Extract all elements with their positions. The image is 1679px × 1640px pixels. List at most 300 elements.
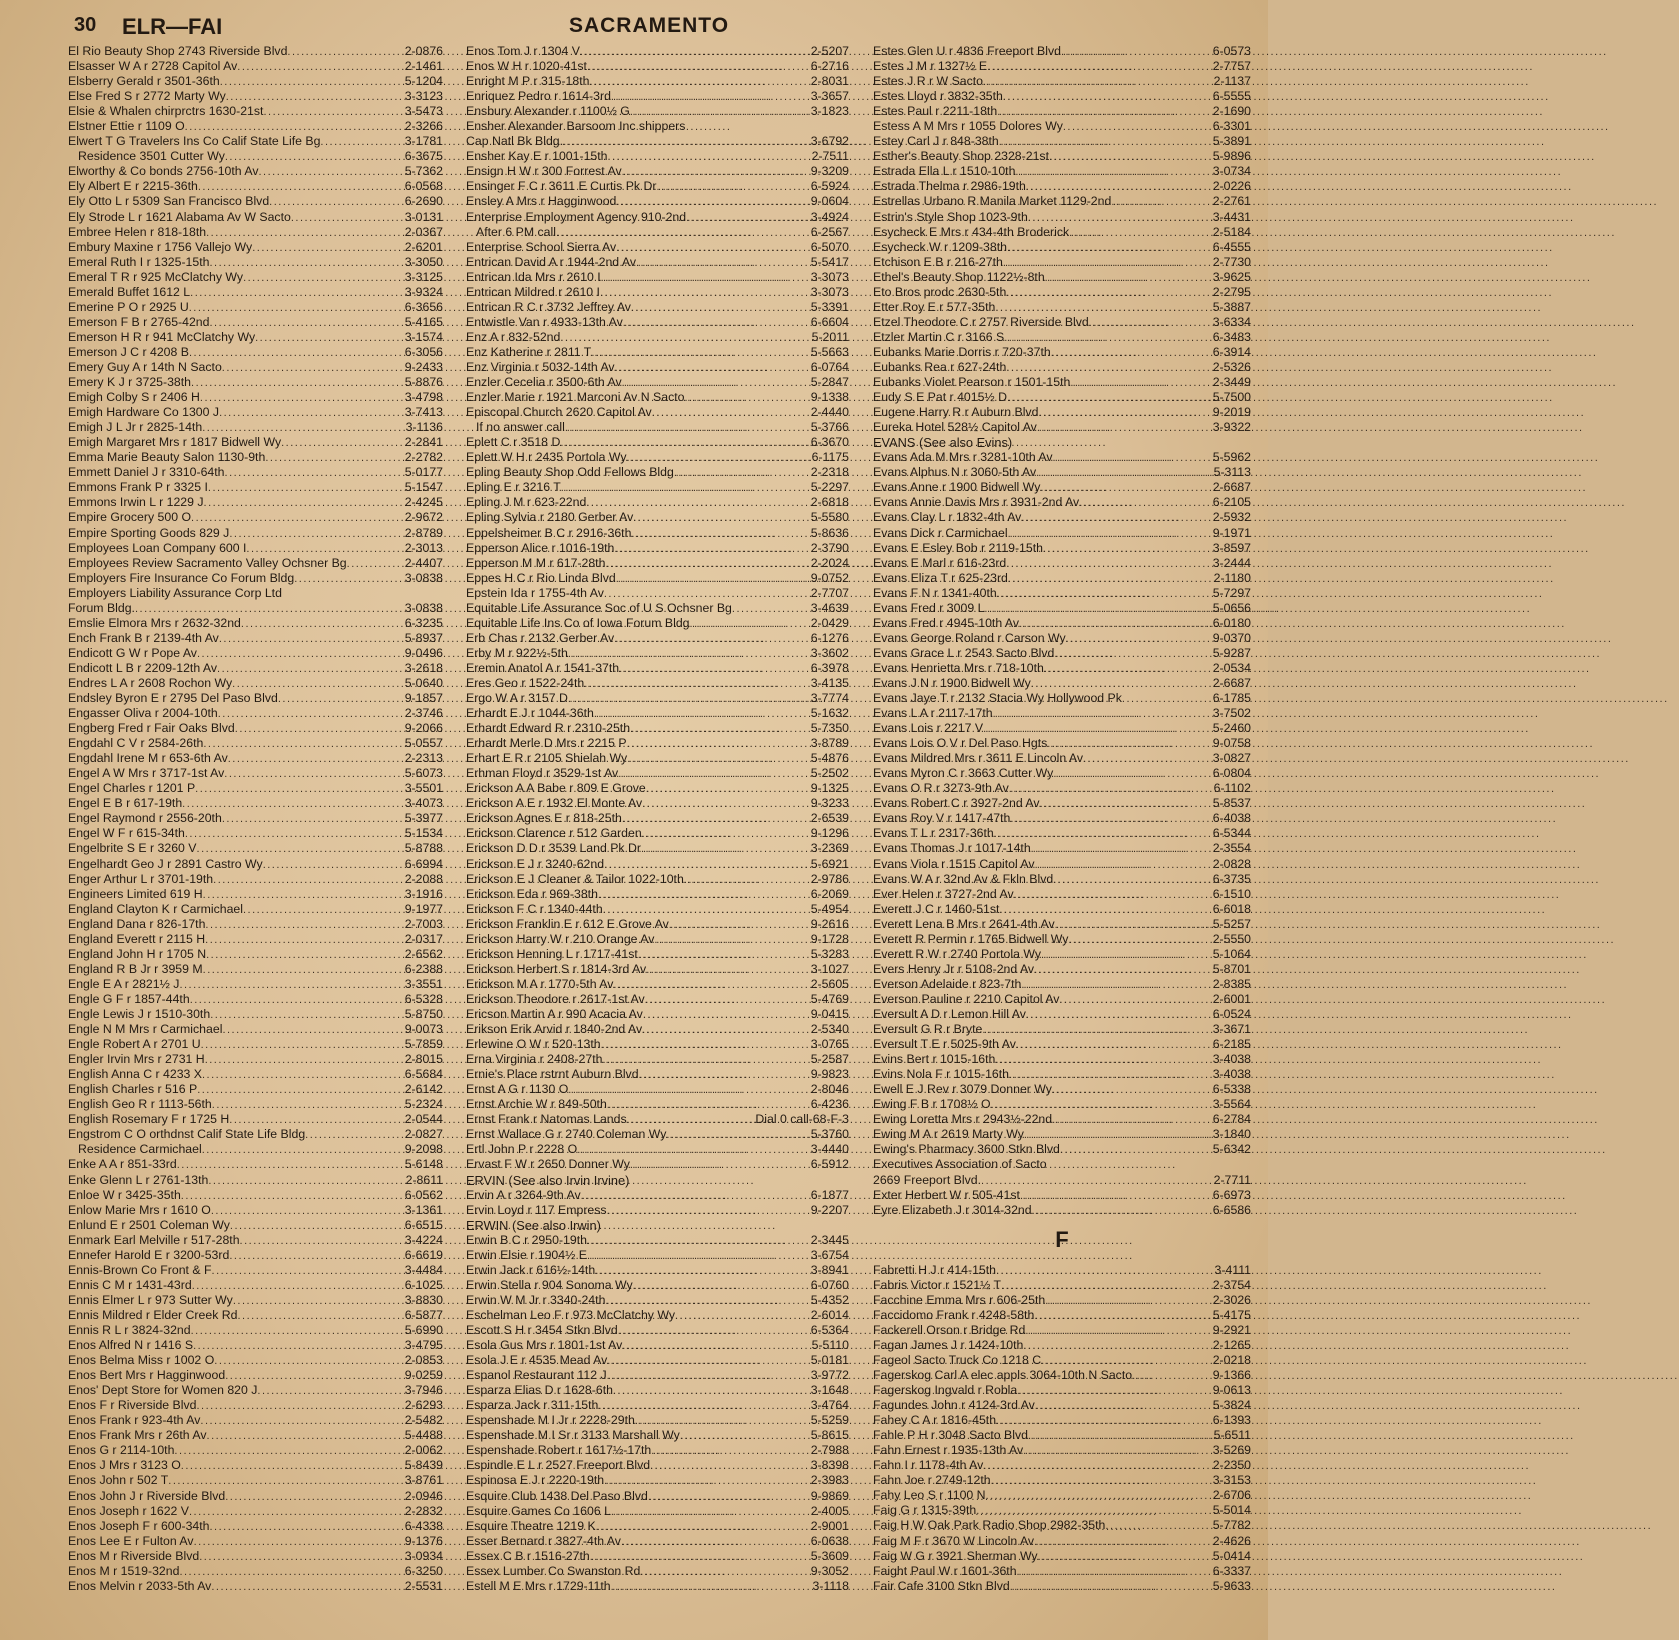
listing-entry — [68, 556, 443, 571]
listing-name: Entrican R C r 3732 Jeffrey Av — [466, 299, 631, 314]
leader-dots — [1044, 662, 1212, 677]
listing-phone: 5-6921 — [810, 856, 849, 871]
listing-name: Evans Ada M Mrs r 3281-10th Av — [873, 450, 1053, 465]
listing-phone: 2-5482 — [404, 1413, 443, 1428]
leader-dots — [228, 752, 404, 767]
listing-name: England Clayton K r Carmichael — [68, 901, 243, 916]
listing-name: Episcopal Church 2620 Capitol Av — [466, 405, 652, 420]
listing-name: Faig W G r 3921 Sherman Wy — [873, 1548, 1038, 1563]
listing-name: El Rio Beauty Shop 2743 Riverside Blvd — [68, 44, 288, 58]
listing-entry — [466, 1383, 849, 1398]
leader-dots — [246, 542, 403, 557]
listing-entry — [68, 781, 443, 796]
listing-entry — [68, 210, 443, 225]
listing-phone: 3-3551 — [404, 976, 443, 991]
listing-phone: 3-4764 — [810, 1398, 849, 1413]
listing-entry — [873, 706, 1251, 721]
listing-entry — [873, 1488, 1251, 1503]
listing-entry — [466, 766, 849, 781]
listing-phone: 2-2318 — [810, 465, 849, 480]
leader-dots — [568, 1083, 809, 1098]
listing-entry — [873, 872, 1251, 887]
leader-dots — [1016, 1038, 1212, 1053]
listing-entry — [68, 1428, 443, 1443]
listing-phone: 2-0367 — [404, 224, 443, 239]
listing-entry — [68, 194, 443, 209]
listing-entry — [68, 616, 443, 631]
listing-phone: 3-4440 — [810, 1142, 849, 1157]
listing-name: Esser Bernard r 3827-4th Av — [466, 1533, 621, 1548]
listing-entry — [873, 164, 1251, 179]
listing-phone: 5-9633 — [1212, 1578, 1251, 1593]
leader-dots — [991, 1098, 1212, 1113]
leader-dots — [631, 301, 810, 316]
leader-dots — [199, 1550, 403, 1565]
listing-name: Enright M P r 315-18th — [466, 74, 590, 89]
listing-phone: 6-3235 — [404, 615, 443, 630]
listing-phone: 6-6515 — [404, 1217, 443, 1232]
listing-name: Engberg Fred r Fair Oaks Blvd — [68, 721, 235, 736]
listing-phone: 3-4795 — [404, 1338, 443, 1353]
leader-dots — [983, 722, 1212, 737]
listing-name: Ensbury Alexander r 1100½ G — [466, 104, 630, 119]
leader-dots — [651, 1444, 809, 1459]
listing-name: Enos Tom J r 1304 V — [466, 44, 580, 58]
listing-name: Engelbrite S E r 3260 V — [68, 841, 197, 856]
listing-name: Epling Beauty Shop Odd Fellows Bldg — [466, 465, 674, 480]
listing-name: Erickson Henning L r 1717-41st — [466, 946, 638, 961]
listing-entry — [466, 736, 849, 751]
listing-entry — [68, 751, 443, 766]
leader-dots — [233, 1294, 404, 1309]
listing-name: Eugene Harry R r Auburn Blvd — [873, 405, 1039, 420]
listing-name: Fageol Sacto Truck Co 1218 C — [873, 1352, 1042, 1367]
listing-phone: 3-0838 — [404, 570, 443, 585]
listing-entry — [466, 1443, 849, 1458]
listing-name: Erickson Herbert S r 1814-3rd Av — [466, 961, 647, 976]
listing-name: Erickson Theodore r 2617-1st Av — [466, 991, 645, 1006]
leader-dots — [197, 647, 404, 662]
leader-dots — [219, 406, 404, 421]
leader-dots — [185, 120, 404, 135]
leader-dots — [202, 421, 404, 436]
listing-name: Entrican Mildred r 2610 I — [466, 284, 600, 299]
listing-phone: 5-3824 — [1212, 1398, 1251, 1413]
leader-dots — [1007, 241, 1212, 256]
listing-name: Evins Nola F r 1015-16th — [873, 1067, 1010, 1082]
listing-name: Enos Lee E r Fulton Av — [68, 1533, 194, 1548]
listing-name: Erickson A E r 1932 El Monte Av — [466, 796, 643, 811]
listing-entry — [68, 887, 443, 902]
listing-entry — [68, 1157, 443, 1172]
listing-name: Eppelsheimer B C r 2916-36th — [466, 525, 632, 540]
leader-dots — [1055, 918, 1212, 933]
listing-phone: 5-5259 — [810, 1413, 849, 1428]
listing-phone: 3-4484 — [404, 1262, 443, 1277]
leader-dots — [212, 1264, 404, 1279]
leader-dots — [598, 888, 810, 903]
listing-entry — [466, 601, 849, 616]
listing-entry — [466, 1278, 849, 1293]
listing-entry — [873, 210, 1251, 225]
listing-phone: 6-1276 — [810, 630, 849, 645]
listing-name: Emeral Ruth I r 1325-15th — [68, 254, 210, 269]
listing-phone: 2-4005 — [810, 1503, 849, 1518]
leader-dots — [1014, 888, 1212, 903]
listing-name: Endicott G W r Pope Av — [68, 645, 197, 660]
listing-phone: 3-7946 — [404, 1383, 443, 1398]
listing-phone: 9-0259 — [404, 1368, 443, 1383]
leader-dots — [1053, 767, 1211, 782]
listing-entry — [466, 751, 849, 766]
listing-name: Erickson M A r 1770-5th Av — [466, 976, 614, 991]
listing-phone: 5-6342 — [1212, 1142, 1251, 1157]
listing-name: Fabris Victor r 1521½ T — [873, 1277, 1002, 1292]
leader-dots — [614, 632, 810, 647]
listing-phone: 2-6818 — [810, 495, 849, 510]
listing-entry — [873, 1443, 1251, 1458]
listing-name: Engelhardt Geo J r 2891 Castro Wy — [68, 856, 263, 871]
listing-phone: 9-1338 — [810, 390, 849, 405]
listing-entry — [873, 1293, 1251, 1308]
listing-name: Emma Marie Beauty Salon 1130-9th — [68, 450, 266, 465]
cross-reference-heading — [466, 1218, 849, 1233]
leader-dots — [1008, 527, 1212, 542]
listing-entry — [873, 646, 1251, 661]
listing-entry — [68, 1203, 443, 1218]
listing-phone: 5-7362 — [404, 164, 443, 179]
leader-dots — [999, 135, 1212, 150]
listing-phone: 2-2782 — [404, 450, 443, 465]
leader-dots — [1021, 978, 1211, 993]
listing-phone: 2-7988 — [810, 1443, 849, 1458]
listing-column-1 — [68, 44, 443, 1594]
listing-name: Equitable Life Assurance Soc of U S Ochsner Bg — [466, 600, 732, 615]
listing-phone: 9-1728 — [810, 931, 849, 946]
leader-dots — [192, 1279, 404, 1294]
listing-phone: 3-4135 — [810, 675, 849, 690]
leader-dots — [168, 1474, 403, 1489]
listing-phone: 2-2313 — [404, 751, 443, 766]
listing-name: Entrican David A r 1944-2nd Av — [466, 254, 636, 269]
listing-phone: 9-0758 — [1212, 736, 1251, 751]
listing-name: Evans Dick r Carmichael — [873, 525, 1008, 540]
leader-dots — [1054, 647, 1211, 662]
leader-dots — [210, 316, 404, 331]
listing-entry — [68, 225, 443, 240]
listing-phone: 2-3449 — [1212, 375, 1251, 390]
listing-entry — [873, 1534, 1251, 1549]
listing-phone: 3-0838 — [404, 600, 443, 615]
listing-name: Engel W F r 615-34th — [68, 826, 185, 841]
listing-name: Erickson Eda r 969-38th — [466, 886, 598, 901]
leader-dots — [614, 542, 809, 557]
listing-entry — [68, 1037, 443, 1052]
listing-entry — [873, 330, 1251, 345]
listing-name: Etchison E B r 216-27th — [873, 254, 1003, 269]
leader-dots — [193, 1339, 404, 1354]
listing-name: Erb Chas r 2132 Gerber Av — [466, 630, 615, 645]
listing-entry — [873, 1413, 1251, 1428]
listing-phone: 2-1137 — [1213, 74, 1251, 89]
listing-name: After 6 PM call — [476, 224, 556, 239]
listing-phone: 2-0429 — [810, 615, 849, 630]
listing-name: Enz A r 832-52nd — [466, 329, 561, 344]
listing-phone: 2-9786 — [810, 871, 849, 886]
listing-entry — [466, 210, 849, 225]
listing-entry — [68, 541, 443, 556]
leader-dots — [568, 692, 810, 707]
listing-phone: 3-3657 — [810, 89, 849, 104]
listing-entry — [68, 646, 443, 661]
listing-entry — [68, 676, 443, 691]
listing-phone: 6-3670 — [810, 435, 849, 450]
listing-name: Estes Lloyd r 3832-35th — [873, 89, 1003, 104]
leader-dots — [686, 211, 810, 226]
listing-phone: 9-2616 — [810, 916, 849, 931]
listing-phone: 9-0370 — [1212, 630, 1251, 645]
listing-name: Eplett C r 3518 D — [466, 435, 561, 450]
leader-dots — [1060, 1143, 1212, 1158]
listing-entry — [466, 1308, 849, 1323]
listing-phone: 9-2921 — [1212, 1322, 1251, 1337]
listing-entry — [873, 1112, 1251, 1127]
listing-entry — [68, 706, 443, 721]
leader-dots — [198, 180, 404, 195]
listing-name: Ernst Wallace G r 2740 Coleman Wy — [466, 1127, 667, 1142]
listing-name: Engle E A r 2821½ J — [68, 976, 180, 991]
listing-phone: 3-1574 — [404, 329, 443, 344]
listing-phone: 9-9823 — [810, 1067, 849, 1082]
listing-phone: 2-3554 — [1212, 841, 1251, 856]
listing-entry — [68, 1278, 443, 1293]
listing-phone: 6-3735 — [1212, 871, 1251, 886]
listing-phone: 3-0765 — [810, 1037, 849, 1052]
listing-entry — [873, 194, 1251, 209]
listing-entry — [68, 390, 443, 405]
listing-entry — [68, 495, 443, 510]
listing-entry — [68, 1489, 443, 1504]
listing-entry — [873, 902, 1251, 917]
listing-phone: 2-8611 — [405, 1172, 443, 1187]
leader-dots — [229, 527, 403, 542]
listing-name: Esquire Games Co 1606 L — [466, 1503, 611, 1518]
listing-entry — [466, 932, 849, 947]
listing-entry — [466, 1549, 849, 1564]
listing-entry — [68, 345, 443, 360]
listing-phone: 6-3656 — [404, 299, 443, 314]
listing-entry — [873, 1323, 1251, 1338]
listing-name: Espanol Restaurant 112 J — [466, 1368, 607, 1383]
listing-name: Erhman Floyd r 3529-1st Av — [466, 766, 619, 781]
listing-name: Enos John r 502 T — [68, 1473, 169, 1488]
leader-dots — [1031, 677, 1212, 692]
listing-name: Ernie's Place rstrnt Auburn Blvd — [466, 1067, 639, 1082]
leader-dots — [590, 1550, 810, 1565]
listing-phone: 3-1781 — [404, 134, 443, 149]
listing-phone: 6-2690 — [404, 194, 443, 209]
listing-entry — [68, 947, 443, 962]
listing-phone: 3-6334 — [1212, 314, 1251, 329]
listing-entry — [873, 811, 1251, 826]
listing-entry — [873, 1067, 1251, 1082]
listing-phone: 6-6018 — [1212, 901, 1251, 916]
listing-entry — [466, 405, 849, 420]
listing-phone: 2-2795 — [1212, 284, 1251, 299]
listing-entry — [873, 450, 1251, 465]
leader-dots — [197, 1083, 404, 1098]
listing-entry — [68, 1413, 443, 1428]
listing-phone: 5-8750 — [404, 1007, 443, 1021]
listing-name: Enos Bert Mrs r Hagginwood — [68, 1368, 226, 1383]
listing-name: Ewing F B r 1708½ O — [873, 1097, 991, 1112]
cross-reference-heading — [873, 435, 1251, 450]
leader-dots — [604, 858, 810, 873]
listing-name: Engle G F r 1857-44th — [68, 991, 190, 1006]
listing-name: Erhardt Edward R r 2310-25th — [466, 721, 631, 736]
listing-entry — [68, 59, 443, 74]
listing-entry — [466, 917, 849, 932]
leader-dots — [581, 1189, 810, 1204]
listing-entry — [68, 1067, 443, 1082]
listing-entry — [466, 887, 849, 902]
leader-dots — [320, 135, 403, 150]
leader-dots — [648, 1490, 810, 1505]
leader-dots — [993, 707, 1212, 722]
listing-phone: 6-4338 — [404, 1518, 443, 1533]
listing-entry — [873, 796, 1251, 811]
listing-entry — [466, 631, 849, 646]
listing-name: Eres Geo r 1522-24th — [466, 675, 585, 690]
leader-dots — [636, 256, 810, 271]
listing-phone: 9-0496 — [404, 645, 443, 660]
listing-name: Erwin Stella r 904 Sonoma Wy — [466, 1277, 633, 1292]
listing-entry — [68, 1097, 443, 1112]
listing-phone: 3-8830 — [404, 1292, 443, 1307]
listing-entry — [466, 1007, 849, 1022]
listing-phone: 9-2433 — [404, 359, 443, 374]
leader-dots — [1059, 993, 1211, 1008]
listing-entry — [873, 1368, 1251, 1383]
leader-dots — [241, 617, 404, 632]
listing-phone: 3-3073 — [810, 284, 849, 299]
listing-name: Entrican Ida Mrs r 2610 I — [466, 269, 601, 284]
listing-phone: 2-1265 — [1212, 1337, 1251, 1352]
listing-entry — [466, 1398, 849, 1413]
leader-dots — [1021, 511, 1211, 526]
leader-dots — [600, 286, 810, 301]
listing-phone: 6-5912 — [810, 1157, 849, 1172]
listing-name: Facchine Emma Mrs r 606-25th — [873, 1292, 1046, 1307]
listing-name: Evans E Esley Bob r 2119-15th — [873, 540, 1043, 555]
listing-phone: 2-3026 — [1212, 1292, 1251, 1307]
listing-entry — [68, 179, 443, 194]
leader-dots — [232, 677, 404, 692]
listing-entry — [873, 736, 1251, 751]
listing-entry — [873, 179, 1251, 194]
listing-entry — [873, 962, 1251, 977]
listing-phone: 6-6973 — [1212, 1187, 1251, 1202]
listing-name: Emery K J r 3725-38th — [68, 375, 192, 390]
leader-dots — [1010, 1580, 1212, 1595]
listing-phone: 9-2019 — [1212, 405, 1251, 420]
listing-phone: 2-6687 — [1212, 480, 1251, 495]
listing-phone: 6-5924 — [810, 179, 849, 194]
listing-name: Fagerskog Carl A elec appls 3064-10th N Sacto — [873, 1367, 1133, 1382]
listing-name: Esparza Elias D r 1628-6th — [466, 1383, 613, 1398]
listing-name: Elsasser W A r 2728 Capitol Av — [68, 59, 238, 74]
leader-dots — [619, 662, 810, 677]
listing-entry — [873, 1308, 1251, 1323]
leader-dots — [1037, 421, 1212, 436]
listing-entry — [466, 74, 849, 89]
leader-dots — [210, 1008, 404, 1023]
listing-name: Ever Helen r 3727-2nd Av — [873, 886, 1014, 901]
listing-name: Esola Gus Mrs r 1801-1st Av — [466, 1338, 623, 1353]
leader-dots — [1063, 120, 1212, 135]
listing-name: Ewing M A r 2619 Marty Wy — [873, 1127, 1024, 1142]
listing-entry — [873, 255, 1251, 270]
listing-entry — [466, 44, 849, 59]
listing-entry — [68, 255, 443, 270]
leader-dots — [1053, 451, 1212, 466]
listing-name: Ernst A G r 1130 O — [466, 1082, 569, 1097]
listing-name: Espenshade M I Jr r 2228-29th — [466, 1413, 635, 1428]
leader-dots — [1001, 1279, 1212, 1294]
listing-phone: 5-0557 — [404, 736, 443, 751]
listing-phone: 2-7003 — [404, 916, 443, 931]
listing-name: Ernst Frank r Natomas Lands — [466, 1112, 627, 1127]
listing-name: Essex Lumber Co Swanston Rd — [466, 1563, 641, 1578]
listing-name: Engel A W Mrs r 3717-1st Av — [68, 766, 225, 781]
leader-dots — [565, 421, 810, 436]
listing-name: Fahy Leo S r 1100 N — [873, 1488, 986, 1503]
leader-dots — [218, 707, 404, 722]
listing-phone: 3-8941 — [810, 1262, 849, 1277]
listing-entry — [466, 360, 849, 375]
listing-name: Enz Virginia r 5032-14th Av — [466, 359, 615, 374]
leader-dots — [211, 1204, 404, 1219]
listing-entry — [873, 857, 1251, 872]
listing-phone: 6-3301 — [1212, 119, 1251, 134]
listing-name: Embury Maxine r 1756 Vallejo Wy — [68, 239, 253, 254]
leader-dots — [1122, 692, 1212, 707]
listing-phone: 5-2847 — [810, 375, 849, 390]
listing-name: Evans W A r 32nd Av & Fkln Blvd — [873, 871, 1054, 886]
listing-name: Evers Henry Jr r 5108-2nd Av — [873, 961, 1035, 976]
listing-phone: 5-4488 — [404, 1428, 443, 1443]
listing-entry — [466, 1233, 849, 1248]
listing-continuation — [873, 1173, 1251, 1188]
listing-phone: 2-8015 — [404, 1052, 443, 1067]
leader-dots — [622, 165, 810, 180]
leader-dots — [205, 1053, 404, 1068]
listing-phone: 3-9324 — [404, 284, 443, 299]
listing-phone: 5-3760 — [810, 1127, 849, 1142]
listing-name: England R B Jr r 3959 M — [68, 961, 203, 976]
leader-dots — [1015, 165, 1211, 180]
listing-entry — [466, 992, 849, 1007]
listing-phone: 5-0640 — [404, 675, 443, 690]
leader-dots — [204, 496, 404, 511]
leader-dots — [185, 827, 404, 842]
listing-phone: 6-6604 — [810, 314, 849, 329]
listing-entry — [873, 405, 1251, 420]
listing-phone: 3-9322 — [1212, 420, 1251, 435]
listing-entry — [68, 1383, 443, 1398]
listing-entry — [873, 1052, 1251, 1067]
listing-column-3 — [873, 44, 1251, 1594]
